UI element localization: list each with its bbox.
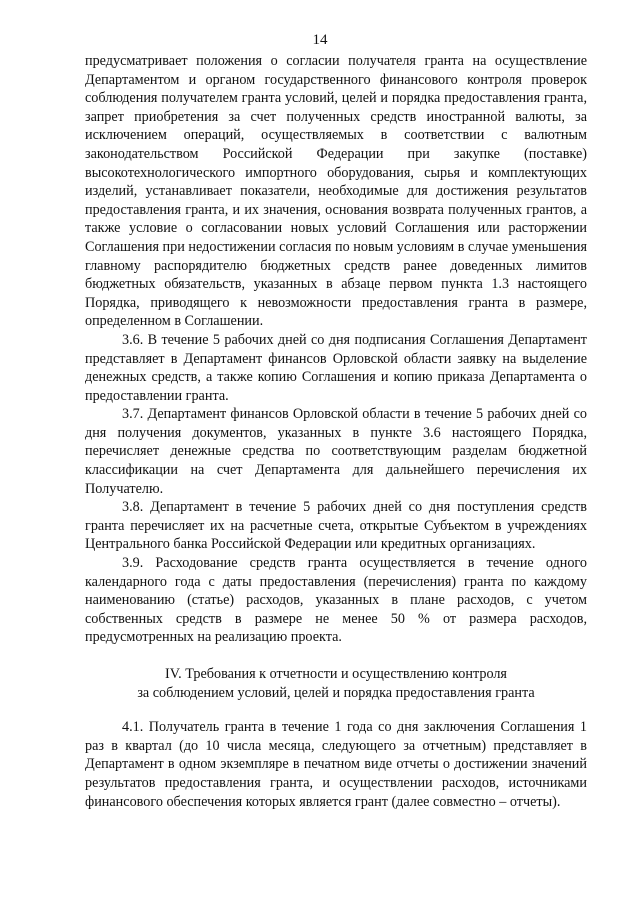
paragraph-4-1: 4.1. Получатель гранта в течение 1 года со дня заключения Соглашения 1 раз в квартал (до 10 числа месяца, следующего за отчетным) представляет в Департамент в одном экземпляре в печатном виде отчеты о достижении значений результатов предоставления гранта, и осуществлении расходов, источниками финансового обеспечения которых является грант (далее совместно – отчеты). <box>85 719 587 810</box>
paragraph-continuation: предусматривает положения о согласии получателя гранта на осуществление Департаментом и органом государственного финансового контроля проверок соблюдения получателем гранта условий, целей и порядка предоставления гранта, запрет приобретения за счет полученных средств иностранной валюты, за исключением операций, осуществляемых в соответствии с валютным законодательством Российской Федерации при закупке (поставке) высокотехнологического импортного оборудования, сырья и комплектующих изделий, устанавливает показатели, необходимые для достижения результатов предоставления гранта, и их значения, основания возврата полученных грантов, а также условие о согласовании новых условий Соглашения или расторжении Соглашения при недостижении согласия по новым условиям в случае уменьшения главному распорядителю бюджетных средств ранее доведенных лимитов бюджетных обязательств, указанных в абзаце первом пункта 1.3 настоящего Порядка, приводящего к невозможности предоставления гранта в размере, определенном в Соглашении. <box>85 53 587 330</box>
paragraph-3-9: 3.9. Расходование средств гранта осуществляется в течение одного календарного года с даты предоставления (перечисления) гранта по каждому наименованию (статье) расходов, указанных в плане расходов, с учетом собственных средств в размере не менее 50 % от размера расходов, предусмотренных на реализацию проекта. <box>85 555 587 646</box>
document-body <box>85 52 587 811</box>
page-number: 14 <box>312 32 328 48</box>
section-heading-line-2: за соблюдением условий, целей и порядка предоставления гранта <box>137 684 535 701</box>
section-heading <box>85 665 587 702</box>
paragraph-3-6: 3.6. В течение 5 рабочих дней со дня подписания Соглашения Департамент представляет в Департамент финансов Орловской области заявку на выделение денежных средств, а также копию Соглашения и копию приказа Департамента о предоставлении гранта. <box>85 331 587 404</box>
paragraph-3-7: 3.7. Департамент финансов Орловской области в течение 5 рабочих дней со дня получения документов, указанных в пункте 3.6 настоящего Порядка, перечисляет денежные средства по соответствующим разделам бюджетной классификации на счет Департамента для дальнейшего перечисления их Получателю. <box>85 406 587 497</box>
paragraph-3-8: 3.8. Департамент в течение 5 рабочих дней со дня поступления средств гранта перечисляет их на расчетные счета, открытые Субъектом в учреждениях Центрального банка Российской Федерации или кредитных организациях. <box>85 499 587 553</box>
section-heading-line-1: IV. Требования к отчетности и осуществлению контроля <box>165 666 507 682</box>
